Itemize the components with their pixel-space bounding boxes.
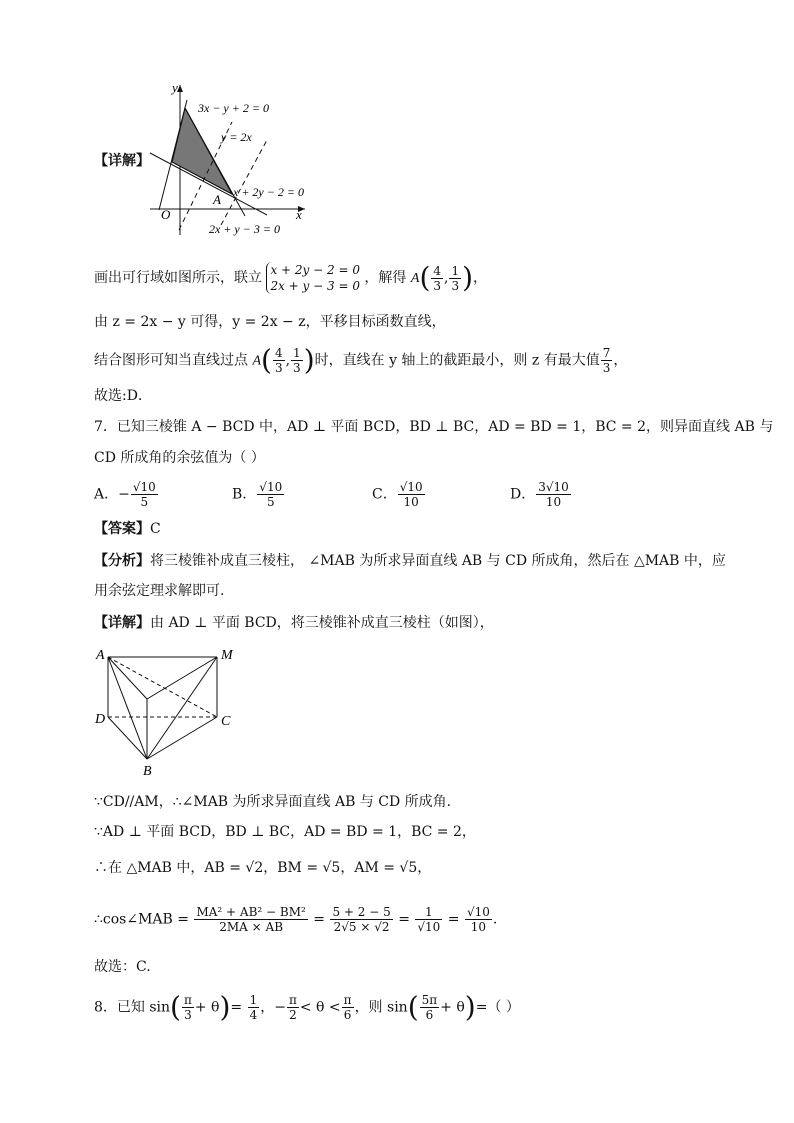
vertex-b: B (143, 764, 152, 778)
q7-analysis-line2: 用余弦定理求解即可. (94, 583, 225, 599)
q7-detail-line1: 【详解】由 AD ⊥ 平面 BCD，将三棱锥补成直三棱柱（如图）， (94, 615, 494, 631)
axis-y-label: y (172, 80, 178, 95)
eq-2xy-label: 2x + y − 3 = 0 (209, 222, 280, 236)
cos-frac-2: $\frac{5 + 2 - 5}{2√5 \times √2}$ (332, 905, 391, 934)
feasible-region-figure (145, 80, 325, 240)
eq-y2x-label: y = 2x (221, 130, 252, 144)
p6-line2: 由 z = 2x − y 可得，y = 2x − z，平移目标函数直线， (94, 314, 446, 330)
q7-stem-line1: 7．已知三棱锥 A − BCD 中，AD ⊥ 平面 BCD，BD ⊥ BC，AD = BD = 1，BC = 2，则异面直线 AB 与 (94, 419, 774, 435)
cos-frac-4: $\frac{√10}{10}$ (466, 905, 490, 934)
system-eq2: 2x + y − 3 = 0 (270, 279, 360, 293)
q8-stem: 8．已知 sin( $\frac{\pi}{3}$ + θ)= $\frac{1}{4}$ ，− $\frac{\pi}{2}$ < θ < $\frac{\pi}{6}$ ，则 sin( $\frac{5\pi}{6}$ + θ)=（ ） (94, 990, 520, 1024)
q7-option-d: D． $\frac{3√10}{10}$ (510, 480, 569, 509)
q7-step1: ∵CD//AM，∴∠MAB 为所求异面直线 AB 与 CD 所成角. (94, 794, 452, 810)
p6-choose: 故选:D． (94, 388, 152, 404)
detail-tag-1: 【详解】 (94, 153, 150, 169)
p6-line1-mid: ，解得 (364, 270, 407, 286)
q7-choose: 故选：C. (94, 959, 151, 975)
q7-answer: 【答案】C (94, 521, 161, 537)
prism-figure (90, 643, 240, 778)
p6-line3-post: 时，直线在 y 轴上的截距最小，则 z 有最大值 (314, 352, 600, 369)
vertex-a: A (96, 648, 105, 663)
q7-option-a: A．− $\frac{√10}{5}$ (94, 480, 156, 509)
p6-line1-pre: 画出可行域如图所示，联立 (94, 270, 262, 286)
q7-step2: ∵AD ⊥ 平面 BCD，BD ⊥ BC，AD = BD = 1，BC = 2， (94, 824, 476, 840)
frac-4-3: $\frac{4}{3}$ (433, 263, 442, 293)
frac-1-3: $\frac{1}{3}$ (451, 263, 460, 293)
origin-label: O (161, 207, 171, 222)
eq-3x-label: 3x − y + 2 = 0 (198, 101, 269, 115)
vertex-d: D (95, 712, 106, 727)
vertex-m: M (221, 648, 233, 663)
vertex-c: C (221, 714, 231, 729)
q7-stem-line2: CD 所成角的余弦值为（ ） (94, 450, 265, 466)
axis-x-label: x (296, 207, 302, 222)
eq-x2y-label: x + 2y − 2 = 0 (233, 185, 304, 199)
frac-4-3-b: $\frac{4}{3}$ (274, 346, 283, 375)
frac-7-3: $\frac{7}{3}$ (602, 346, 611, 375)
q7-option-b: B． $\frac{√10}{5}$ (232, 480, 283, 509)
frac-1-3-b: $\frac{1}{3}$ (293, 346, 301, 375)
p6-line3: 结合图形可知当直线过点 A( $\frac{4}{3}$ , $\frac{1}{3}$ )时，直线在 y 轴上的截距最小，则 z 有最大值 $\frac{7}{3}$ ， (94, 343, 628, 377)
system-eq1: x + 2y − 2 = 0 (270, 263, 360, 277)
point-a: A (410, 271, 420, 286)
p6-line1: 画出可行域如图所示，联立 x + 2y − 2 = 0 2x + y − 3 = 0 ，解得 A( $\frac{4}{3}$ , $\frac{1}{3}$ )， (94, 261, 488, 294)
equation-system (266, 262, 360, 294)
cos-frac-1: $\frac{\text{MA² + AB² − BM²}}{2MA \times AB}$ (196, 905, 306, 934)
cos-frac-3: $\frac{1}{√10}$ (417, 905, 441, 934)
q7-option-c: C． $\frac{√10}{10}$ (372, 480, 423, 509)
p6-line3-pre: 结合图形可知当直线过点 (94, 352, 248, 369)
q7-step3: ∴在 △MAB 中，AB = √2，BM = √5，AM = √5， (94, 860, 432, 876)
q7-analysis-line1: 【分析】将三棱锥补成直三棱柱， ∠MAB 为所求异面直线 AB 与 CD 所成角，然后在 △MAB 中，应 (94, 553, 726, 569)
point-a-label: A (213, 192, 221, 207)
point-a-2: A (252, 353, 262, 369)
q7-cos-formula: ∴cos∠MAB = $\frac{\text{MA² + AB² − BM²}}{2MA \times AB}$ = $\frac{5 + 2 - 5}{2√5 \times √2}$ = $\frac{1}{√10}$ = $\frac{√10}{10}$ . (94, 905, 498, 934)
